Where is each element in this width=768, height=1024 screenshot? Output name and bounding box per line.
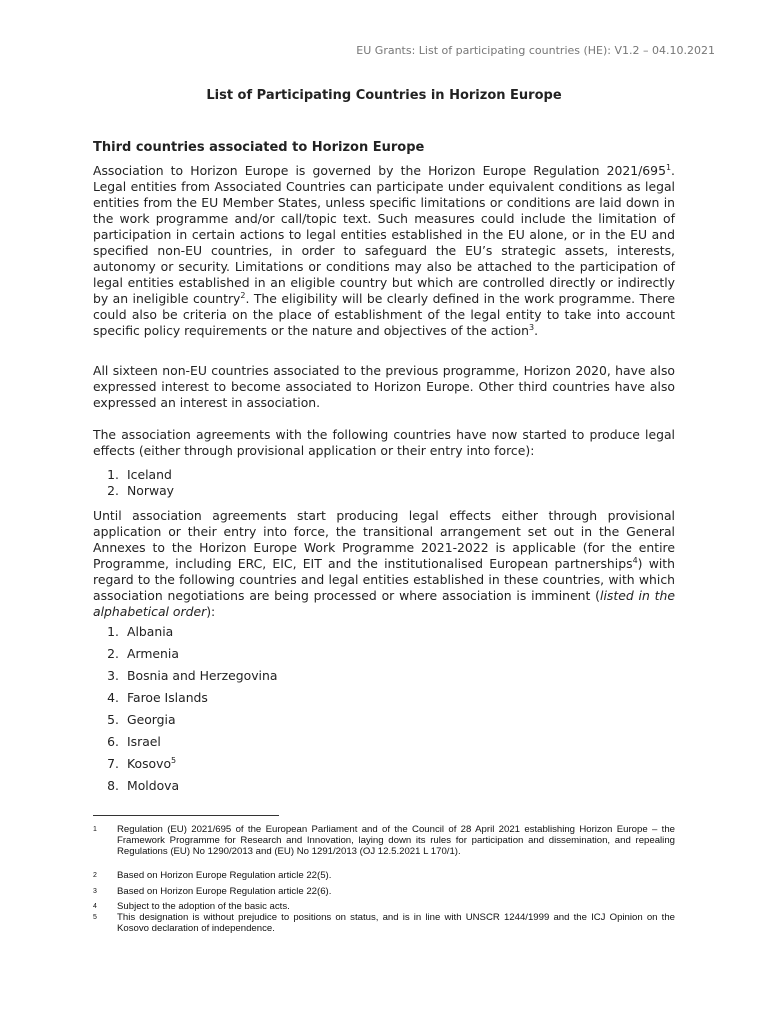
footnote-divider <box>93 815 279 816</box>
section-heading: Third countries associated to Horizon Europe <box>93 140 425 155</box>
footnote-text: Regulation (EU) 2021/695 of the European Parliament and of the Council of 28 April 2021 establishing Horizon Europe – the Framework Programme for Research and Innovation, laying down its rules for participation and dissemination, and repealing Regulations (EU) No 1290/2013 and (EU) No 1291/2013 (OJ 12.5.2021 L 170/1). <box>117 824 675 857</box>
footnote-number: 1 <box>93 826 97 833</box>
item-text: Georgia <box>127 712 176 727</box>
footnote-ref[interactable]: 1 <box>665 162 672 172</box>
list-item <box>93 467 174 483</box>
footnote <box>93 901 675 912</box>
item-text: Israel <box>127 734 161 749</box>
list-item <box>93 621 277 643</box>
footnote-text: Based on Horizon Europe Regulation article 22(5). <box>117 870 332 881</box>
item-text: Bosnia and Herzegovina <box>127 668 278 683</box>
footnote <box>93 912 675 934</box>
item-number: 6. <box>107 734 119 749</box>
list-item <box>93 709 277 731</box>
footnote-ref[interactable]: 2 <box>240 290 246 300</box>
list-item <box>93 483 174 499</box>
footnote-number: 5 <box>93 914 97 921</box>
footnote-number: 2 <box>93 872 97 879</box>
list-item <box>93 753 277 775</box>
item-number: 3. <box>107 668 119 683</box>
footnote-text: Based on Horizon Europe Regulation article 22(6). <box>117 886 332 897</box>
list-item <box>93 687 277 709</box>
text: . <box>534 323 539 338</box>
footnote <box>93 870 675 881</box>
item-number: 1. <box>107 467 119 482</box>
item-number: 2. <box>107 483 119 498</box>
associated-list <box>93 467 174 499</box>
text: Association to Horizon Europe is governed by the Horizon Europe Regulation 2021/695 <box>93 163 666 178</box>
item-number: 1. <box>107 624 119 639</box>
footnote-ref[interactable]: 3 <box>528 322 535 332</box>
paragraph-agreements: The association agreements with the following countries have now started to produce legal effects (either through provisional application or their entry into force): <box>93 427 675 458</box>
paragraph-transitional <box>93 508 675 620</box>
item-number: 5. <box>107 712 119 727</box>
footnote <box>93 824 675 857</box>
item-number: 8. <box>107 778 119 793</box>
footnote-text: Subject to the adoption of the basic acts. <box>117 901 290 912</box>
item-number: 2. <box>107 646 119 661</box>
item-text: Iceland <box>127 467 172 482</box>
text: ): <box>206 604 216 619</box>
list-item <box>93 665 277 687</box>
item-text: Albania <box>127 624 174 639</box>
footnote-number: 3 <box>93 888 97 895</box>
item-text: Faroe Islands <box>127 690 208 705</box>
text: . Legal entities from Associated Countries can participate under equivalent conditions as legal entities from the EU Member States, unless specific limitations or conditions are laid down in the work programme and/or call/topic text. Such measures could include the limitation of participation in certain actions to legal entities established in the EU alone, or in the EU and specified non-EU countries, in order to safeguard the EU’s strategic assets, interests, autonomy or security. Limitations or conditions may also be attached to the participation of legal entities established in an eligible country but which are controlled directly or indirectly by an ineligible country <box>93 163 675 306</box>
negotiating-list <box>93 621 277 797</box>
page-title: List of Participating Countries in Horizon Europe <box>206 88 562 103</box>
footnote-number: 4 <box>93 903 97 910</box>
list-item <box>93 731 277 753</box>
text: Until association agreements start producing legal effects either through provisional application or their entry into force, the transitional arrangement set out in the General Annexes to the Horizon Europe Work Programme 2021-2022 is applicable (for the entire Programme, including ERC, EIC, EIT and the institutionalised European partnerships <box>93 508 675 571</box>
item-number: 4. <box>107 690 119 705</box>
text: . The eligibility will be clearly defined in the work programme. There could also be criteria on the place of establishment of the legal entity to take into account specific policy requirements or the nature and objectives of the action <box>93 291 676 338</box>
footnote <box>93 886 675 897</box>
list-item <box>93 643 277 665</box>
paragraph-association <box>93 163 675 339</box>
item-text: Armenia <box>127 646 179 661</box>
item-text: Norway <box>127 483 175 498</box>
text: ) with regard to the following countries and legal entities established in these countries, with which association negotiations are being processed or where association is imminent ( <box>93 556 676 603</box>
emphasis-text: listed in the alphabetical order <box>93 588 675 619</box>
footnote-ref[interactable]: 4 <box>632 555 638 565</box>
item-text: Moldova <box>127 778 180 793</box>
footnote-ref[interactable]: 5 <box>171 755 177 765</box>
paragraph-interest: All sixteen non-EU countries associated to the previous programme, Horizon 2020, have also expressed interest to become associated to Horizon Europe. Other third countries have also expressed an interest in association. <box>93 363 675 410</box>
item-text: Kosovo <box>127 756 172 771</box>
item-number: 7. <box>107 756 119 771</box>
running-header: EU Grants: List of participating countries (HE): V1.2 – 04.10.2021 <box>356 44 715 57</box>
list-item <box>93 775 277 797</box>
footnote-text: This designation is without prejudice to positions on status, and is in line with UNSCR 1244/1999 and the ICJ Opinion on the Kosovo declaration of independence. <box>117 912 675 934</box>
